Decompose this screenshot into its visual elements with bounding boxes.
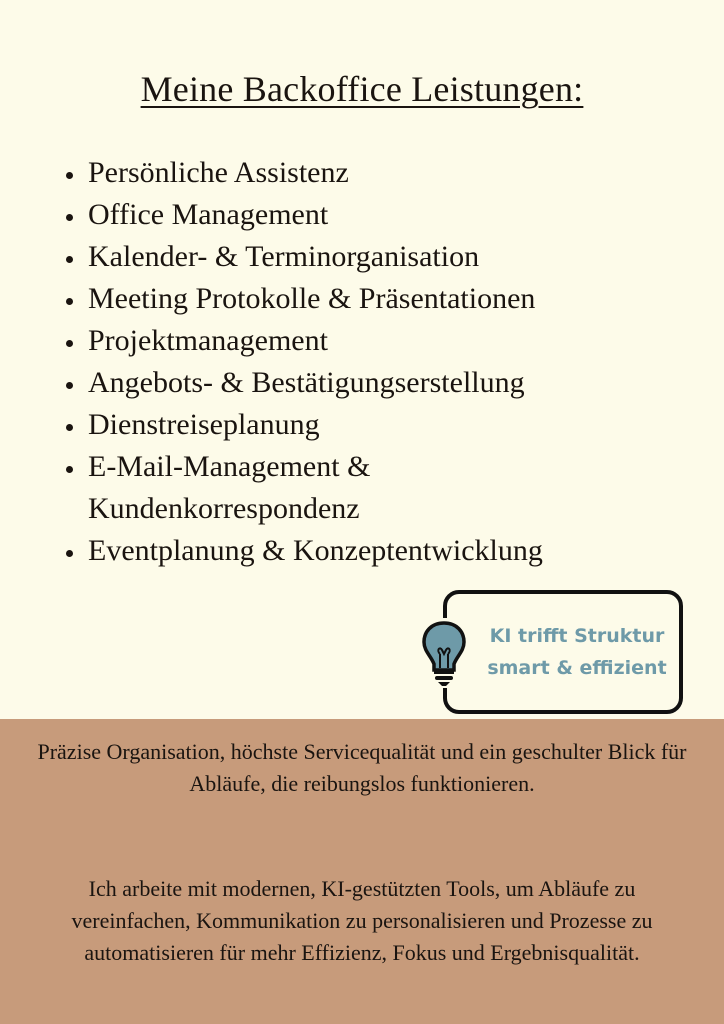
service-item: Angebots- & Bestätigungserstellung <box>88 362 543 404</box>
intro-paragraph: Präzise Organisation, höchste Servicequalität und ein geschulter Blick für Abläufe, die reibungslos funktionieren. <box>37 739 687 796</box>
service-item: Kalender- & Terminorganisation <box>88 236 543 278</box>
service-item: Meeting Protokolle & Präsentationen <box>88 278 543 320</box>
service-item: Persönliche Assistenz <box>88 152 543 194</box>
service-item: Projektmanagement <box>88 320 543 362</box>
service-item: Dienstreiseplanung <box>88 404 543 446</box>
lightbulb-icon <box>420 620 468 688</box>
ki-badge-line1: KI trifft Struktur <box>489 625 665 647</box>
services-list <box>60 152 543 572</box>
service-item: Office Management <box>88 194 543 236</box>
ki-badge-line2: smart & effizient <box>487 657 667 679</box>
service-item: Eventplanung & Konzeptentwicklung <box>88 530 543 572</box>
service-item: E-Mail-Management & Kundenkorrespondenz <box>88 446 428 530</box>
ki-badge-text <box>466 620 688 684</box>
tools-paragraph: Ich arbeite mit modernen, KI-gestützten Tools, um Abläufe zu vereinfachen, Kommunikation zu personalisieren und Prozesse zu automatisieren für mehr Effizienz, Fokus und Ergebnisqualität. <box>71 876 653 965</box>
page-title: Meine Backoffice Leistungen: <box>140 69 584 109</box>
